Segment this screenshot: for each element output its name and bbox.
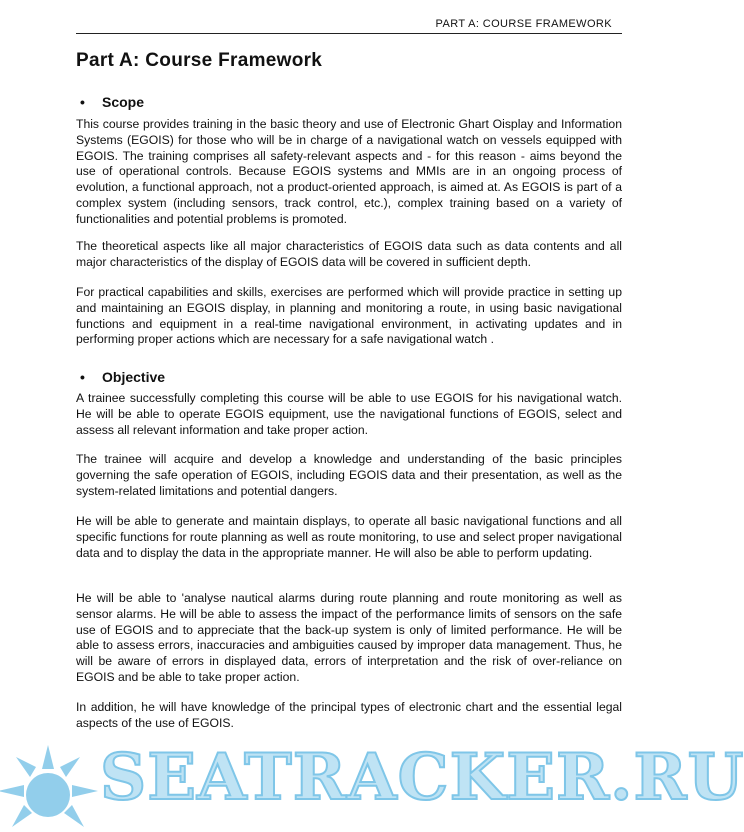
scope-paragraph-1: This course provides training in the basic theory and use of Electronic Ghart Oisplay and Information Systems (EGOIS) for those who will be in charge of a navigational watch on vessels equipped with EGOIS. The training comprises all safety-relevant aspects and - for this reason - aims beyond the use of operational controls. Because EGOIS systems and MMIs are in an ongoing process of evolution, a functional approach, not a product-oriented approach, is aimed at. As EGOIS is part of a complex system (including sensors, track control, etc.), complex training based on a variety of functionalities and potential problems is promoted. xyxy=(76,117,622,226)
objective-paragraph-1: A trainee successfully completing this course will be able to use EGOIS for his navigational watch. He will be able to operate EGOIS equipment, use the navigational functions of EGOIS, select and assess all relevant information and take proper action. xyxy=(76,391,622,437)
objective-paragraph-3: He will be able to generate and maintain displays, to operate all basic navigational functions and all specific functions for route planning as well as route monitoring, to use and select proper navigational data and to display the data in the appropriate manner. He will also be able to perform updating. xyxy=(76,514,622,560)
objective-paragraph-2: The trainee will acquire and develop a knowledge and understanding of the basic principles governing the safe operation of EGOIS, including EGOIS data and their presentation, as well as the system-related limitations and potential dangers. xyxy=(76,452,622,498)
section-heading-objective xyxy=(80,369,165,385)
bullet-icon: • xyxy=(80,94,85,110)
scope-paragraph-2: The theoretical aspects like all major characteristics of EGOIS data such as data contents and all major characteristics of the display of EGOIS data will be covered in sufficient depth. xyxy=(76,239,622,269)
watermark-text: SEATRACKER.RU xyxy=(100,740,744,815)
objective-paragraph-5: In addition, he will have knowledge of the principal types of electronic chart and the essential legal aspects of the use of EGOIS. xyxy=(76,700,622,730)
objective-paragraph-4: He will be able to 'analyse nautical alarms during route planning and route monitoring as well as sensor alarms. He will be able to assess the impact of the performance limits of sensors on the safe use of EGOIS and to appreciate that the back-up system is only of limited performance. He will be able to assess errors, inaccuracies and ambiguities caused by improper data management. Thus, he will be aware of errors in displayed data, errors of interpretation and the risk of over-reliance on EGOIS and be able to take proper action. xyxy=(76,591,622,684)
page-title: Part A: Course Framework xyxy=(76,50,323,71)
section-heading-label: Scope xyxy=(102,94,145,110)
bullet-icon: • xyxy=(80,369,85,385)
sun-rays xyxy=(0,745,98,827)
section-heading-label: Objective xyxy=(102,369,166,385)
section-heading-scope xyxy=(80,94,144,110)
running-header: PART A: COURSE FRAMEWORK xyxy=(76,18,622,34)
scope-paragraph-3: For practical capabilities and skills, exercises are performed which will provide practice in setting up and maintaining an EGOIS display, in planning and monitoring a route, in using basic navigational functions and equipment in a real-time navigational environment, in activating updates and in performing proper actions which are necessary for a safe navigational watch . xyxy=(76,285,622,347)
